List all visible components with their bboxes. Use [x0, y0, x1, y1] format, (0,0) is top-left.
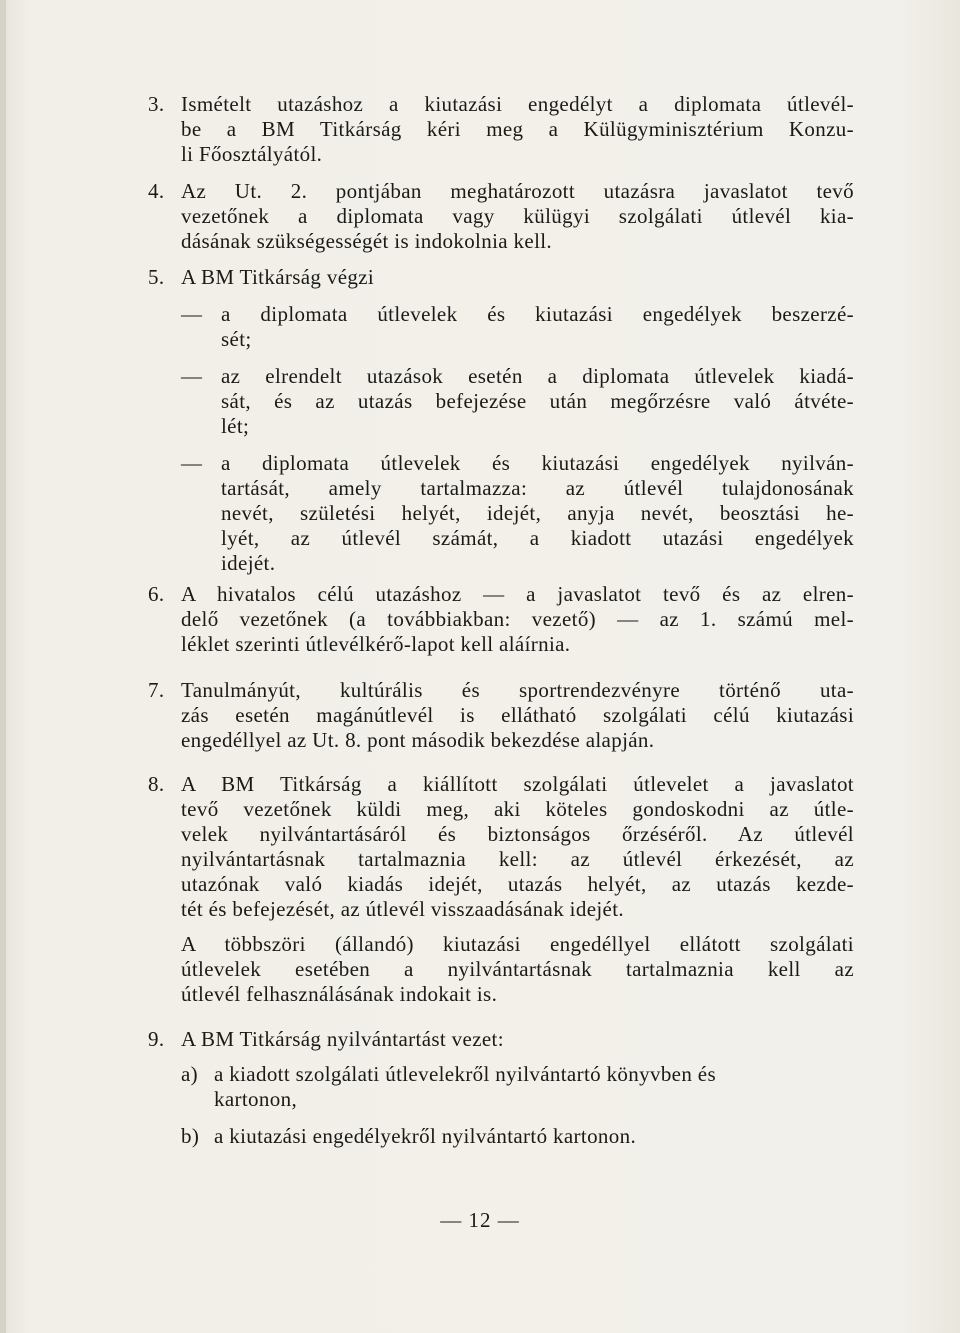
- text-line: útlevél felhasználásának indokait is.: [181, 982, 498, 1006]
- paragraph-5: [148, 265, 854, 290]
- dash-marker: —: [181, 302, 203, 326]
- text-line: idejét.: [221, 551, 276, 575]
- text-line: tartását, amely tartalmazza: az útlevél tulajdonosának: [221, 476, 854, 500]
- dash-item: [181, 302, 854, 352]
- text-line: lét;: [221, 414, 250, 438]
- paragraph-number: 4.: [148, 179, 165, 203]
- text-line: a kiutazási engedélyekről nyilvántartó kartonon.: [214, 1124, 637, 1148]
- text-line: tevő vezetőnek küldi meg, aki köteles gondoskodni az útle-: [181, 797, 854, 821]
- text-line: A BM Titkárság végzi: [181, 265, 375, 289]
- page-number: — 12 —: [440, 1208, 520, 1232]
- text-line: léklet szerinti útlevélkérő-lapot kell aláírnia.: [181, 632, 571, 656]
- text-line: tét és befejezését, az útlevél visszaadásának idejét.: [181, 897, 624, 921]
- paragraph-number: 5.: [148, 265, 165, 289]
- text-line: A BM Titkárság nyilvántartást vezet:: [181, 1027, 504, 1051]
- dash-marker: —: [181, 364, 203, 388]
- text-line: nyilvántartásnak tartalmaznia kell: az útlevél érkezését, az: [181, 847, 854, 871]
- text-line: A BM Titkárság a kiállított szolgálati útlevelet a javaslatot: [181, 772, 854, 796]
- page-binding-edge: [0, 0, 6, 1333]
- sub-item-b: [181, 1124, 854, 1149]
- paragraph-4: [148, 179, 854, 254]
- paragraph-9: [148, 1027, 854, 1052]
- text-line: az elrendelt utazások esetén a diplomata útlevelek kiadá-: [221, 364, 854, 388]
- dash-item: [181, 364, 854, 439]
- paragraph-number: 3.: [148, 92, 165, 116]
- paragraph-3: [148, 92, 854, 167]
- text-line: A hivatalos célú utazáshoz — a javaslatot tevő és az elren-: [181, 582, 854, 606]
- text-line: útlevelek esetében a nyilvántartásnak tartalmaznia kell az: [181, 957, 854, 981]
- text-line: Az Ut. 2. pontjában meghatározott utazásra javaslatot tevő: [181, 179, 854, 203]
- dash-marker: —: [181, 451, 203, 475]
- paragraph-8: [148, 772, 854, 922]
- dash-list: [148, 302, 854, 576]
- document-body: [148, 92, 854, 1149]
- text-line: Ismételt utazáshoz a kiutazási engedélyt a diplomata útlevél-: [181, 92, 854, 116]
- paragraph-number: 9.: [148, 1027, 165, 1051]
- text-line: sét;: [221, 327, 252, 351]
- sub-item-label: b): [181, 1124, 200, 1148]
- sub-item-a: [181, 1062, 854, 1112]
- text-line: A többszöri (állandó) kiutazási engedéllyel ellátott szolgálati: [181, 932, 854, 956]
- paragraph-number: 8.: [148, 772, 165, 796]
- dash-item: [181, 451, 854, 576]
- text-line: dásának szükségességét is indokolnia kell.: [181, 229, 553, 253]
- text-line: velek nyilvántartásáról és biztonságos őrzéséről. Az útlevél: [181, 822, 854, 846]
- text-line: vezetőnek a diplomata vagy külügyi szolgálati útlevél kia-: [181, 204, 854, 228]
- text-line: Tanulmányút, kultúrális és sportrendezvényre történő uta-: [181, 678, 854, 702]
- text-line: be a BM Titkárság kéri meg a Külügyminisztérium Konzu-: [181, 117, 854, 141]
- sub-item-label: a): [181, 1062, 199, 1086]
- paragraph-number: 6.: [148, 582, 165, 606]
- paragraph-7: [148, 678, 854, 753]
- text-line: zás esetén magánútlevél is ellátható szolgálati célú kiutazási: [181, 703, 854, 727]
- paragraph-8-continued: [148, 932, 854, 1007]
- paragraph-number: 7.: [148, 678, 165, 702]
- text-line: kartonon,: [214, 1087, 298, 1111]
- text-line: utazónak való kiadás idejét, utazás helyét, az utazás kezde-: [181, 872, 854, 896]
- text-line: a kiadott szolgálati útlevelekről nyilvántartó könyvben és: [214, 1062, 716, 1086]
- text-line: sát, és az utazás befejezése után megőrzésre való átvéte-: [221, 389, 854, 413]
- text-line: engedéllyel az Ut. 8. pont második bekezdése alapján.: [181, 728, 655, 752]
- text-line: li Főosztályától.: [181, 142, 323, 166]
- text-line: a diplomata útlevelek és kiutazási engedélyek beszerzé-: [221, 302, 854, 326]
- text-line: a diplomata útlevelek és kiutazási engedélyek nyilván-: [221, 451, 854, 475]
- sub-list: [148, 1062, 854, 1149]
- text-line: delő vezetőnek (a továbbiakban: vezető) — az 1. számú mel-: [181, 607, 854, 631]
- text-line: lyét, az útlevél számát, a kiadott utazási engedélyek: [221, 526, 854, 550]
- text-line: nevét, születési helyét, idejét, anyja nevét, beosztási he-: [221, 501, 854, 525]
- paragraph-6: [148, 582, 854, 657]
